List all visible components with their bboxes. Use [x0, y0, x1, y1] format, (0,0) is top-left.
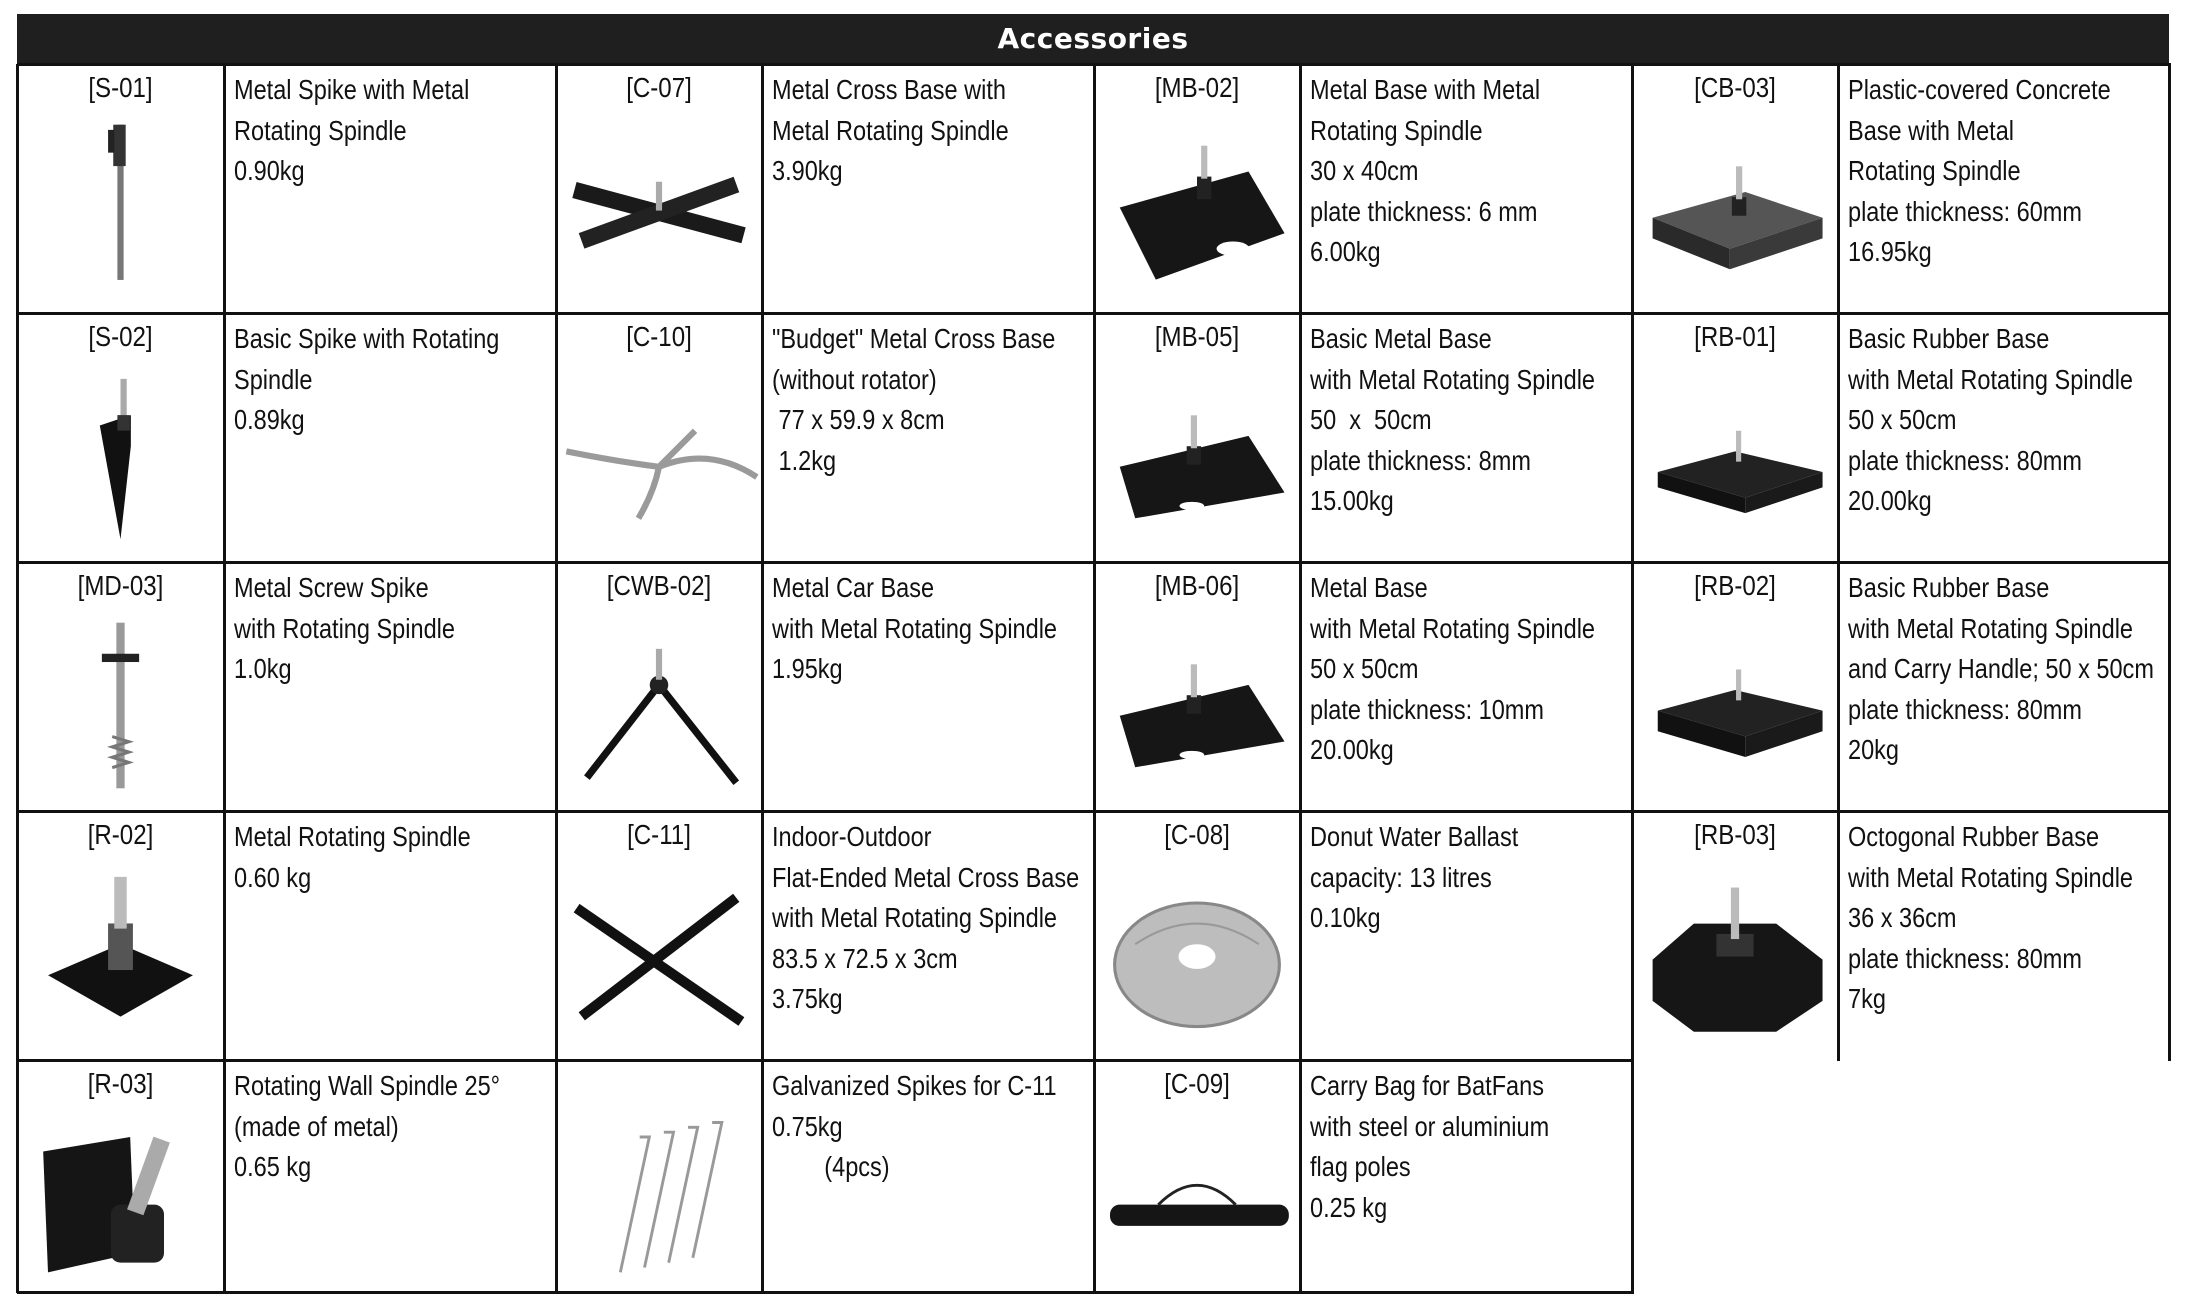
description-line: 36 x 36cm [1848, 902, 1957, 933]
screw-spike-icon [17, 610, 224, 801]
description-line: 6.00kg [1310, 236, 1381, 267]
grid-line [555, 64, 558, 1293]
description-line: with Metal Rotating Spindle [1310, 363, 1596, 395]
flat-cross-base-icon [556, 859, 762, 1050]
metal-base-icon [1094, 361, 1300, 552]
description-line: Metal Rotating Spindle [234, 821, 471, 852]
product-code: [CWB-02] [606, 570, 712, 601]
product-code: [R-02] [87, 819, 154, 850]
description-line: 30 x 40cm [1310, 155, 1419, 186]
description-line: 0.10kg [1310, 902, 1381, 933]
product-image-cell [1094, 562, 1300, 811]
description-line: Metal Cross Base with [772, 74, 1006, 105]
description-line: with Metal Rotating Spindle [772, 612, 1058, 644]
product-description [1310, 568, 1632, 771]
rubber-base-handle-icon [1632, 610, 1838, 801]
octagonal-base-icon [1632, 859, 1838, 1050]
wall-spindle-icon [17, 1108, 224, 1282]
product-description-cell [762, 64, 1094, 313]
product-description-cell [1838, 562, 2169, 811]
product-description [1310, 817, 1632, 939]
product-image-cell [1632, 64, 1838, 313]
description-line: Octogonal Rubber Base [1848, 821, 2100, 852]
product-description-cell [224, 562, 556, 811]
description-line: flag poles [1310, 1151, 1411, 1182]
product-code: [C-11] [627, 819, 691, 850]
water-ballast-icon [1094, 859, 1300, 1050]
description-line: 15.00kg [1310, 485, 1394, 516]
description-line: Galvanized Spikes for C-11 [772, 1070, 1057, 1101]
grid-line [17, 1059, 1634, 1062]
product-code: [MD-03] [77, 570, 164, 601]
product-description [234, 817, 556, 898]
product-code: [C-08] [1164, 819, 1230, 850]
product-code: [C-07] [626, 72, 692, 103]
description-line: Metal Spike with Metal [234, 74, 470, 105]
product-description [234, 1066, 556, 1188]
description-line: Basic Metal Base [1310, 323, 1492, 354]
product-code: [MB-02] [1154, 72, 1240, 103]
description-line: Metal Screw Spike [234, 572, 429, 603]
product-description [234, 319, 556, 441]
product-code: [CB-03] [1694, 72, 1776, 103]
grid-line [16, 64, 19, 1293]
description-line: 0.65 kg [234, 1151, 312, 1182]
product-description [1310, 70, 1632, 273]
description-line: Basic Rubber Base [1848, 572, 2050, 603]
product-image-cell [1632, 313, 1838, 562]
description-line: capacity: 13 litres [1310, 861, 1492, 893]
product-description [1848, 70, 2169, 273]
product-description [1848, 319, 2169, 522]
description-line: with Metal Rotating Spindle [772, 902, 1058, 933]
product-image-cell [556, 562, 762, 811]
description-line: plate thickness: 10mm [1310, 693, 1545, 725]
description-line: 20.00kg [1848, 485, 1932, 516]
grid-line [1631, 64, 1634, 1293]
description-line: 0.25 kg [1310, 1191, 1388, 1223]
galvanized-spikes-icon [556, 1108, 762, 1282]
product-image-cell [556, 313, 762, 562]
metal-base-icon [1094, 610, 1300, 801]
description-line: Rotating Spindle [1848, 155, 2021, 186]
description-line: Metal Base [1310, 572, 1428, 603]
product-description [234, 70, 556, 192]
product-description [772, 319, 1094, 481]
product-description [772, 70, 1094, 192]
description-line: Rotating Spindle [234, 114, 407, 146]
product-description [772, 1066, 1094, 1188]
product-description-cell [224, 811, 556, 1060]
product-description-cell [1838, 64, 2169, 313]
grid-line [223, 64, 226, 1293]
product-code: [S-02] [88, 321, 153, 352]
product-description [772, 568, 1094, 690]
metal-base-handle-icon [1094, 112, 1300, 303]
concrete-base-icon [1632, 112, 1838, 303]
product-code: [S-01] [88, 72, 153, 103]
product-description-cell [762, 562, 1094, 811]
product-description-cell [224, 313, 556, 562]
description-line: Rotating Spindle [1310, 114, 1483, 146]
budget-cross-base-icon [556, 361, 762, 552]
product-image-cell [17, 64, 224, 313]
description-line: (made of metal) [234, 1110, 399, 1142]
product-image-cell [17, 1060, 224, 1292]
description-line: 50 x 50cm [1310, 404, 1432, 435]
carry-bag-icon [1094, 1108, 1300, 1282]
product-description-cell [762, 313, 1094, 562]
grid-line [1299, 64, 1302, 1293]
product-description-cell [1838, 811, 2169, 1060]
product-description-cell [1300, 1060, 1632, 1292]
description-line: Spindle [234, 363, 313, 395]
description-line: 1.2kg [772, 444, 837, 476]
basic-spike-icon [17, 361, 224, 552]
description-line: 83.5 x 72.5 x 3cm [772, 942, 958, 974]
description-line: 0.90kg [234, 155, 305, 186]
description-line: plate thickness: 6 mm [1310, 195, 1538, 227]
description-line: 1.95kg [772, 653, 843, 684]
cross-base-icon [556, 112, 762, 303]
product-description [772, 817, 1094, 1020]
description-line: 0.75kg [772, 1110, 843, 1142]
description-line: 16.95kg [1848, 236, 1932, 267]
product-description [1310, 1066, 1632, 1228]
product-image-cell [1632, 562, 1838, 811]
description-line: plate thickness: 80mm [1848, 693, 2083, 725]
description-line: plate thickness: 60mm [1848, 195, 2083, 227]
description-line: plate thickness: 8mm [1310, 444, 1531, 476]
description-line: 0.60 kg [234, 861, 312, 893]
product-description-cell [1300, 64, 1632, 313]
description-line: 0.89kg [234, 404, 305, 435]
rotating-spindle-icon [17, 859, 224, 1050]
product-image-cell [1094, 1060, 1300, 1292]
description-line: plate thickness: 80mm [1848, 444, 2083, 476]
description-line: 50 x 50cm [1310, 653, 1419, 684]
product-image-cell [1094, 64, 1300, 313]
product-code: [RB-02] [1694, 570, 1776, 601]
product-code: [MB-05] [1154, 321, 1240, 352]
product-description-cell [224, 64, 556, 313]
product-description [234, 568, 556, 690]
product-code: [RB-01] [1694, 321, 1776, 352]
description-line: Basic Spike with Rotating [234, 323, 500, 354]
description-line: 7kg [1848, 983, 1886, 1014]
page-title: Accessories [17, 14, 2169, 64]
product-image-cell [1094, 313, 1300, 562]
product-description-cell [1300, 562, 1632, 811]
description-line: 20kg [1848, 734, 1900, 765]
product-code: [R-03] [87, 1068, 154, 1099]
description-line: Flat-Ended Metal Cross Base [772, 861, 1080, 893]
product-description [1310, 319, 1632, 522]
grid-line [2168, 64, 2171, 1061]
product-image-cell [1632, 811, 1838, 1060]
product-image-cell [556, 1060, 762, 1292]
description-line: 20.00kg [1310, 734, 1394, 765]
description-line: Donut Water Ballast [1310, 821, 1519, 852]
description-line: with Metal Rotating Spindle [1848, 363, 2134, 395]
car-base-icon [556, 610, 762, 801]
description-line: (without rotator) [772, 363, 937, 395]
description-line: Basic Rubber Base [1848, 323, 2050, 354]
description-line: Base with Metal [1848, 114, 2015, 146]
product-description-cell [224, 1060, 556, 1292]
description-line: Metal Car Base [772, 572, 935, 603]
description-line: "Budget" Metal Cross Base [772, 323, 1056, 354]
product-code: [C-10] [626, 321, 692, 352]
description-line: Metal Base with Metal [1310, 74, 1541, 105]
product-description [1848, 568, 2169, 771]
product-image-cell [556, 811, 762, 1060]
product-description-cell [762, 811, 1094, 1060]
description-line: (4pcs) [772, 1151, 890, 1182]
product-image-cell [556, 64, 762, 313]
grid-line [17, 1291, 1634, 1294]
description-line: and Carry Handle; 50 x 50cm [1848, 653, 2154, 684]
grid-line [1093, 64, 1096, 1293]
product-image-cell [1094, 811, 1300, 1060]
description-line: 3.90kg [772, 155, 843, 186]
description-line: Indoor-Outdoor [772, 821, 932, 852]
product-description-cell [1300, 313, 1632, 562]
product-description-cell [762, 1060, 1094, 1292]
product-image-cell [17, 562, 224, 811]
description-line: 1.0kg [234, 653, 292, 684]
description-line: Carry Bag for BatFans [1310, 1070, 1544, 1101]
product-description-cell [1300, 811, 1632, 1060]
description-line: with Metal Rotating Spindle [1848, 612, 2134, 644]
description-line: 50 x 50cm [1848, 404, 1957, 435]
description-line: 77 x 59.9 x 8cm [772, 404, 945, 435]
description-line: Metal Rotating Spindle [772, 114, 1009, 146]
product-image-cell [17, 811, 224, 1060]
product-code: [C-09] [1164, 1068, 1230, 1099]
product-code: [MB-06] [1154, 570, 1240, 601]
grid-line [1837, 64, 1840, 1061]
product-code: [RB-03] [1694, 819, 1776, 850]
description-line: with Metal Rotating Spindle [1310, 612, 1596, 644]
product-description-cell [1838, 313, 2169, 562]
description-line: with Rotating Spindle [234, 612, 455, 644]
spike-icon [17, 112, 224, 303]
product-image-cell [17, 313, 224, 562]
grid-line [761, 64, 764, 1293]
description-line: with steel or aluminium [1310, 1110, 1550, 1142]
description-line: 3.75kg [772, 983, 843, 1014]
description-line: Rotating Wall Spindle 25° [234, 1070, 501, 1101]
description-line: with Metal Rotating Spindle [1848, 861, 2134, 893]
description-line: plate thickness: 80mm [1848, 942, 2083, 974]
product-description [1848, 817, 2169, 1020]
description-line: Plastic-covered Concrete [1848, 74, 2111, 105]
rubber-base-icon [1632, 361, 1838, 552]
